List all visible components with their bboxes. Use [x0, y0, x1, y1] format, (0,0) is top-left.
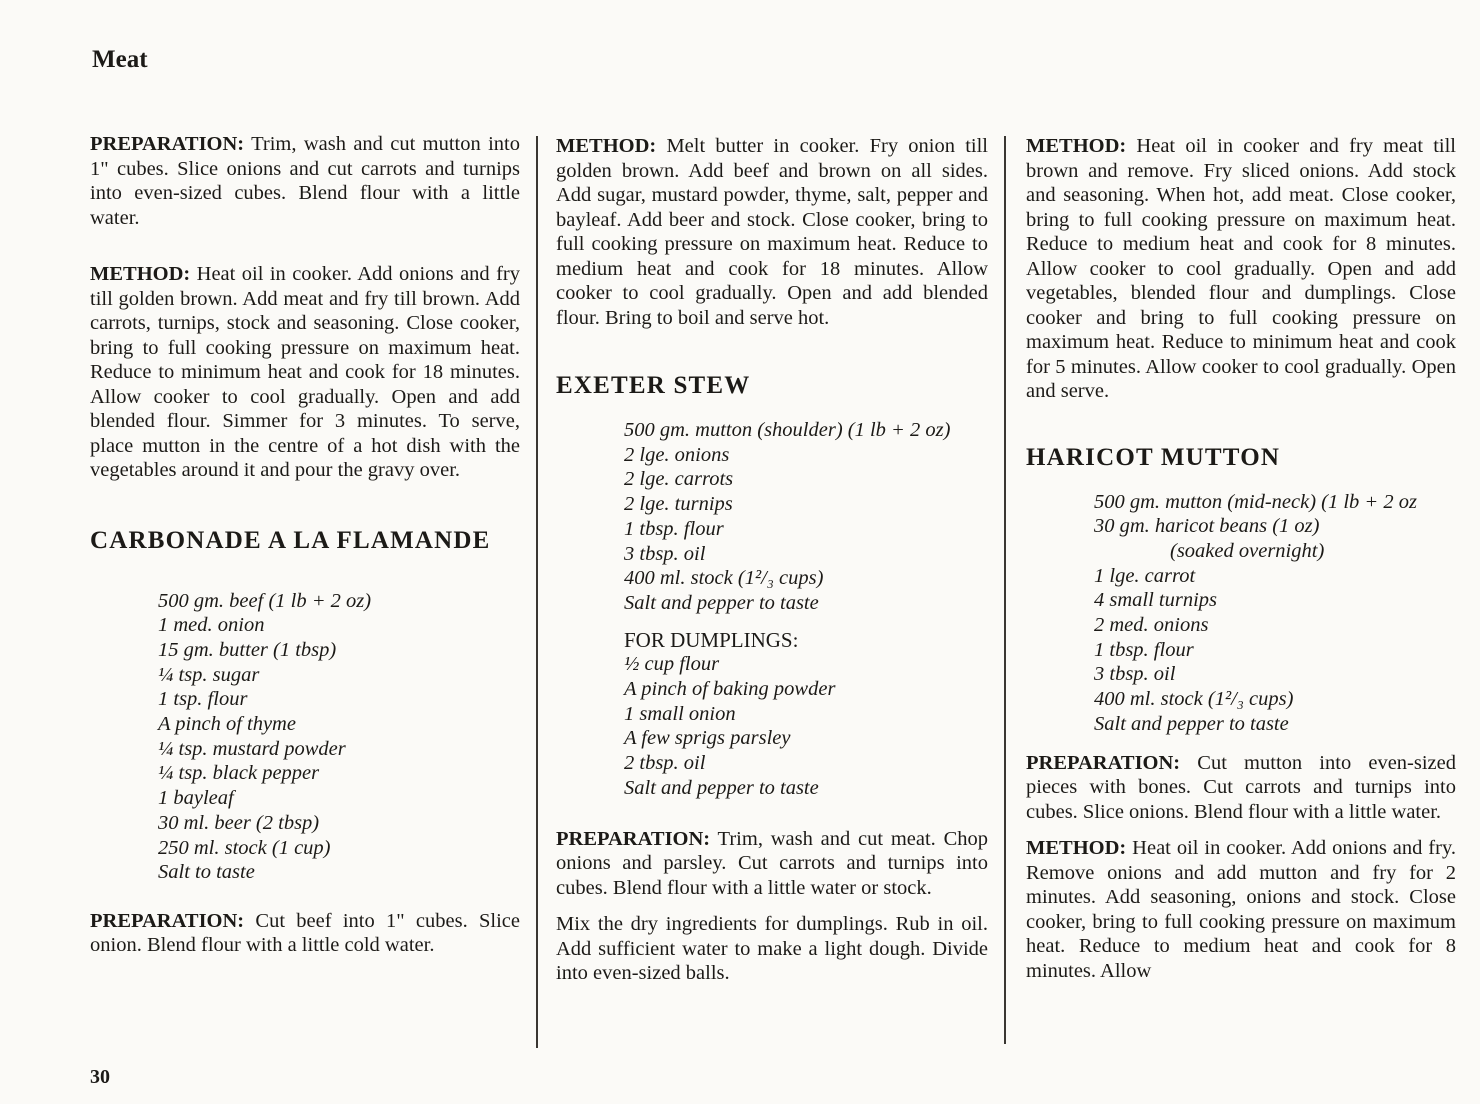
- preparation-label: PREPARATION:: [90, 133, 245, 155]
- column-2: [556, 128, 988, 1004]
- ingredient-item: 2 lge. onions: [624, 443, 730, 466]
- page-number: 30: [90, 1066, 110, 1088]
- ingredient-item: A pinch of thyme: [158, 713, 296, 736]
- ingredient-item: 400 ml. stock (1²/₃ cups): [624, 567, 824, 590]
- method-text: Heat oil in cooker. Add onions and fry till golden brown. Add meat and fry till brown. Add carrots, turnips, stock and seasoning. Close cooker, bring to full cooking pressure on maximum heat. Reduce to minimum heat and cook for 18 minutes. Allow cooker to cool gradually. Open and add blended flour. Simmer for 3 minutes. To serve, place mutton in the centre of a hot dish with the vegetables around it and pour the gravy over.: [90, 263, 520, 481]
- ingredient-item: Salt and pepper to taste: [624, 776, 819, 799]
- ingredient-item: Salt to taste: [158, 861, 255, 884]
- method-text: Melt butter in cooker. Fry onion till golden brown. Add beef and brown on all sides. Add sugar, mustard powder, thyme, salt, pepper and bayleaf. Add beer and stock. Close cooker, bring to full cooking pressure on maximum heat. Reduce to medium heat and cook for 18 minutes. Allow cooker to cool gradually. Open and add blended flour. Bring to boil and serve hot.: [556, 135, 988, 329]
- method-label: METHOD:: [556, 135, 657, 157]
- ingredient-item: 1 bayleaf: [158, 787, 234, 810]
- method-paragraph: [90, 262, 520, 483]
- mix-paragraph: Mix the dry ingredients for dumplings. Rub in oil. Add sufficient water to make a light dough. Divide into even-sized balls.: [556, 913, 988, 985]
- ingredient-item: Salt and pepper to taste: [624, 591, 819, 614]
- ingredient-item: (soaked overnight): [1170, 539, 1325, 562]
- preparation-text: Cut beef into 1" cubes. Slice onion. Blend flour with a little cold water.: [90, 909, 520, 957]
- preparation-paragraph: [556, 827, 988, 901]
- method-paragraph: [1026, 134, 1456, 404]
- ingredient-item: 1 small onion: [624, 702, 736, 725]
- column-1: [90, 128, 520, 976]
- method-paragraph: [556, 134, 988, 330]
- method-paragraph: [1026, 836, 1456, 983]
- dumplings-list: [556, 652, 988, 800]
- ingredient-item: 2 med. onions: [1094, 614, 1209, 637]
- ingredient-item: 400 ml. stock (1²/₃ cups): [1094, 688, 1294, 711]
- ingredient-item: A pinch of baking powder: [624, 678, 836, 701]
- ingredient-item: Salt and pepper to taste: [1094, 712, 1289, 735]
- ingredient-item: 250 ml. stock (1 cup): [158, 836, 331, 859]
- ingredient-item: 1 med. onion: [158, 614, 265, 637]
- ingredient-list: [1026, 490, 1456, 737]
- ingredient-item: 4 small turnips: [1094, 589, 1218, 612]
- ingredient-item: 3 tbsp. oil: [624, 542, 706, 565]
- recipe-title-haricot-mutton: HARICOT MUTTON: [1026, 443, 1281, 471]
- ingredient-list: [90, 589, 520, 885]
- ingredient-item: 500 gm. mutton (shoulder) (1 lb + 2 oz): [624, 419, 951, 441]
- method-text: Heat oil in cooker and fry meat till brown and remove. Fry sliced onions. Add stock and seasoning. When hot, add meat. Close cooker, bring to full cooking pressure on maximum heat. Reduce to medium heat and cook for 8 minutes. Allow cooker to cool gradually. Open and add vegetables, blended flour and dumplings. Close cooker and bring to full cooking pressure on maximum heat. Reduce to minimum heat and cook for 5 minutes. Allow cooker to cool gradually. Open and serve.: [1026, 135, 1456, 402]
- ingredient-item: ¼ tsp. mustard powder: [158, 737, 346, 760]
- preparation-paragraph: [90, 909, 520, 958]
- column-divider: [536, 136, 538, 1048]
- section-title: Meat: [92, 46, 148, 73]
- preparation-text: Trim, wash and cut meat. Chop onions and parsley. Cut carrots and turnips into cubes. Blend flour with a little water or stock.: [556, 827, 988, 899]
- ingredient-item: 1 tbsp. flour: [624, 517, 724, 540]
- dumplings-heading: FOR DUMPLINGS:: [624, 627, 799, 652]
- method-label: METHOD:: [1026, 837, 1127, 860]
- ingredient-item: 500 gm. beef (1 lb + 2 oz): [158, 589, 372, 612]
- ingredient-item: 2 lge. carrots: [624, 468, 734, 491]
- method-label: METHOD:: [90, 263, 191, 285]
- recipe-title-carbonade: CARBONADE A LA FLAMANDE: [90, 526, 491, 554]
- ingredient-item: A few sprigs parsley: [624, 727, 791, 750]
- preparation-label: PREPARATION:: [1026, 751, 1181, 774]
- ingredient-item: 500 gm. mutton (mid-neck) (1 lb + 2 oz: [1094, 490, 1417, 513]
- ingredient-item: 1 lge. carrot: [1094, 564, 1196, 587]
- recipe-title-exeter-stew: EXETER STEW: [556, 372, 751, 399]
- ingredient-item: ½ cup flour: [624, 653, 720, 676]
- preparation-paragraph: [1026, 751, 1456, 825]
- preparation-text: Cut mutton into even-sized pieces with bones. Cut carrots and turnips into cubes. Slice onions. Blend flour with a little water.: [1026, 751, 1456, 823]
- preparation-text: Trim, wash and cut mutton into 1" cubes. Slice onions and cut carrots and turnips into even-sized cubes. Blend flour with a little water.: [90, 133, 520, 229]
- method-text: Heat oil in cooker. Add onions and fry. Remove onions and add mutton and fry for 2 minutes. Add seasoning, onions and stock. Close cooker, bring to full cooking pressure on maximum heat. Reduce to medium heat and cook for 8 minutes. Allow: [1026, 837, 1456, 982]
- ingredient-item: 1 tsp. flour: [158, 688, 248, 711]
- column-divider: [1004, 136, 1006, 1044]
- ingredient-item: 2 tbsp. oil: [624, 752, 706, 775]
- ingredient-item: ¼ tsp. black pepper: [158, 762, 320, 785]
- preparation-label: PREPARATION:: [556, 827, 711, 850]
- column-3: [1026, 128, 1456, 1001]
- ingredient-item: 2 lge. turnips: [624, 493, 733, 516]
- preparation-paragraph: [90, 132, 520, 230]
- ingredient-item: 3 tbsp. oil: [1094, 663, 1176, 686]
- method-label: METHOD:: [1026, 135, 1127, 157]
- preparation-label: PREPARATION:: [90, 909, 245, 932]
- ingredient-item: ¼ tsp. sugar: [158, 663, 260, 686]
- ingredient-item: 30 ml. beer (2 tbsp): [158, 811, 320, 834]
- ingredient-item: 1 tbsp. flour: [1094, 638, 1194, 661]
- ingredient-item: 15 gm. butter (1 tbsp): [158, 638, 337, 661]
- ingredient-item: 30 gm. haricot beans (1 oz): [1094, 515, 1320, 538]
- ingredient-list: [556, 418, 988, 616]
